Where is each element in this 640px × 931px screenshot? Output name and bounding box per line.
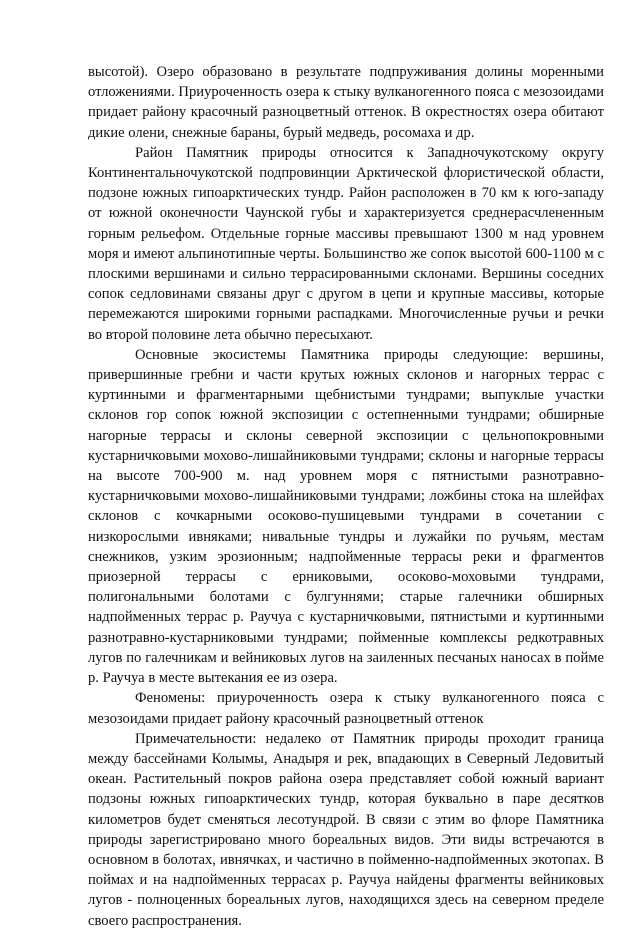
paragraph-ecosystems: Основные экосистемы Памятника природы следующие: вершины, привершинные гребни и части крутых южных склонов и нагорных террас с куртинными и фрагментарными щебнистыми тундрами; выпуклые участки склонов гор сопок южной экспозиции с остепненными тундрами; обширные нагорные террасы и склоны северной экспозиции с цельнопокровными кустарничковыми мохово-лишайниковыми тундрами; склоны и нагорные террасы на высоте 700-900 м. над уровнем моря с пятнистыми разнотравно-кустарничковыми мохово-лишайниковыми тундрами; ложбины стока на шлейфах склонов с кочкарными осоково-пушицевыми тундрами в сочетании с низкорослыми ивняками; нивальные тундры и лужайки по ручьям, местам снежников, узким эрозионным; надпойменные террасы реки и фрагментов приозерной террасы с ерниковыми, осоково-моховыми тундрами, полигональными болотами с булгуннями; старые галечники обширных надпойменных террас р. Раучуа с кустарничковыми, пятнистыми и куртинными разнотравно-кустарниковыми тундрами; пойменные комплексы редкотравных лугов по галечникам и вейниковых лугов на заиленных песчаных наносах в пойме р. Раучуа в месте вытекания ее из озера. <box>88 346 604 687</box>
paragraph-notable-features: Примечательности: недалеко от Памятник природы проходит граница между бассейнами Колымы, Анадыря и рек, впадающих в Северный Ледовитый океан. Растительный покров района озера представляет собой южный вариант подзоны южных гипоарктических тундр, которая буквально в паре десятков километров будет сменяться лесотундрой. В связи с этим во флоре Памятника природы зарегистрировано много бореальных видов. Эти виды встречаются в основном в болотах, ивнячках, и частично в пойменно-надпойменных экотопах. В поймах и на надпойменных террасах р. Раучуа найдены фрагменты вейниковых лугов - полноценных бореальных лугов, находящихся здесь на северном пределе своего распространения. <box>88 730 604 929</box>
paragraph-region-description: Район Памятник природы относится к Западночукотскому округу Континентальночукотской подпровинции Арктической флористической области, подзоне южных гипоарктических тундр. Район расположен в 70 км к юго-западу от южной оконечности Чаунской губы и характеризуется среднерасчлененным горным рельефом. Отдельные горные массивы превышают 1300 м над уровнем моря и имеют альпинотипные черты. Большинство же сопок высотой 600-1100 м с плоскими вершинами и сильно террасированными склонами. Вершины соседних сопок седловинами связаны друг с другом в цепи и крупные массивы, которые перемежаются широкими горными распадками. Многочисленные ручьи и речки во второй половине лета обычно пересыхают. <box>88 144 604 343</box>
document-page <box>88 62 604 931</box>
paragraph-phenomena: Феномены: приуроченность озера к стыку вулканогенного пояса с мезозоидами придает району красочный разноцветный оттенок <box>88 690 604 727</box>
paragraph-lake-description: высотой). Озеро образовано в результате подпруживания долины моренными отложениями. Приуроченность озера к стыку вулканогенного пояса с мезозоидами придает району красочный разноцветный оттенок. В окрестностях озера обитают дикие олени, снежные бараны, бурый медведь, росомаха и др. <box>88 64 604 141</box>
